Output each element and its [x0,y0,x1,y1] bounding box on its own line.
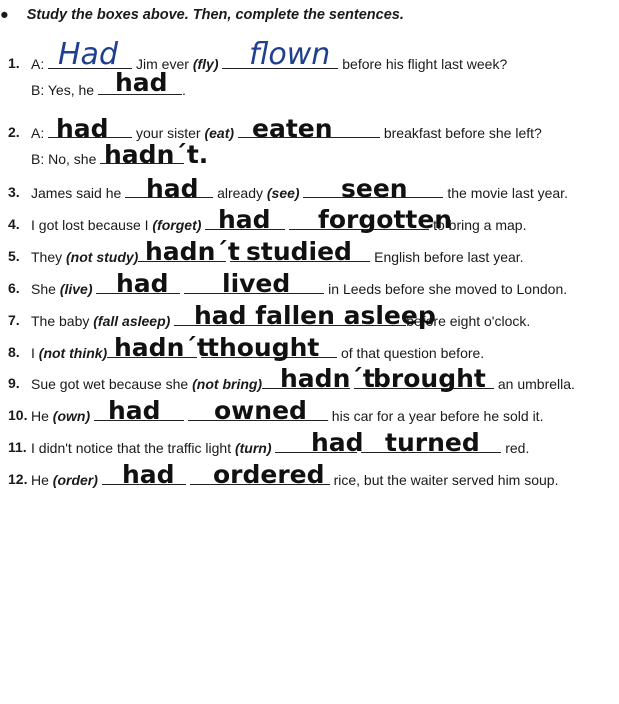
answer-text: owned [214,396,307,425]
instructions [0,7,404,23]
sentence-2b: B: No, she [31,150,184,167]
answer-text: flown [249,37,331,72]
item-number: 1. [8,55,20,71]
sentence-6: She (live) in Leeds before she moved to London. [31,281,568,297]
answer-text: had [218,205,271,234]
answer-text: had [108,396,161,425]
sentence-1a: A: Jim ever (fly) before his flight last week? [31,56,508,72]
answer-text: forgotten [318,205,453,234]
item-number: 12. [8,471,28,487]
answer-text: thought [207,333,320,362]
answer-text: eaten [252,114,333,143]
item-number: 6. [8,280,20,296]
answer-text: lived [222,269,291,298]
answer-text: had [311,428,364,457]
answer-text: had [115,68,168,97]
bullet-icon: ● [0,7,9,23]
answer-text: had [116,269,169,298]
sentence-10: He (own) his car for a year before he sold it. [31,408,544,424]
answer-text: studied [246,237,352,266]
sentence-4: I got lost because I (forget) to bring a map. [31,217,527,233]
item-number: 2. [8,124,20,140]
answer-text: had [146,174,199,203]
sentence-5: They (not study) English before last year. [31,249,524,265]
sentence-9: Sue got wet because she (not bring) an umbrella. [31,376,575,392]
item-number: 9. [8,375,20,391]
item-number: 7. [8,312,20,328]
answer-text: Had [58,37,118,72]
item-number: 11. [8,439,27,455]
sentence-8: I (not think) of that question before. [31,345,485,361]
item-number: 4. [8,216,20,232]
item-number: 8. [8,344,20,360]
answer-text: ordered [213,460,325,489]
sentence-2a: A: your sister (eat) breakfast before she left? [31,125,542,141]
answer-text: had [56,114,109,143]
answer-text: hadn´t [280,364,375,393]
sentence-7: The baby (fall asleep) before eight o'clock. [31,313,531,329]
item-number: 10. [8,407,28,423]
sentence-3: James said he already (see) the movie last year. [31,185,568,201]
answer-text: hadn´t [145,237,240,266]
answer-text: had [122,460,175,489]
answer-text: had fallen asleep [194,301,436,330]
sentence-12: He (order) rice, but the waiter served him soup. [31,472,559,488]
instruction-text: Study the boxes above. Then, complete the sentences. [26,7,404,23]
sentence-11: I didn't notice that the traffic light (turn) red. [31,440,530,456]
item-number: 5. [8,248,20,264]
item-number: 3. [8,184,20,200]
answer-text: turned [385,428,480,457]
answer-text: hadn´t. [104,140,209,169]
answer-text: brought [373,364,486,393]
answer-text: seen [341,174,408,203]
answer-text: hadn´t [114,333,209,362]
sentence-1b: B: Yes, he . [31,82,186,98]
